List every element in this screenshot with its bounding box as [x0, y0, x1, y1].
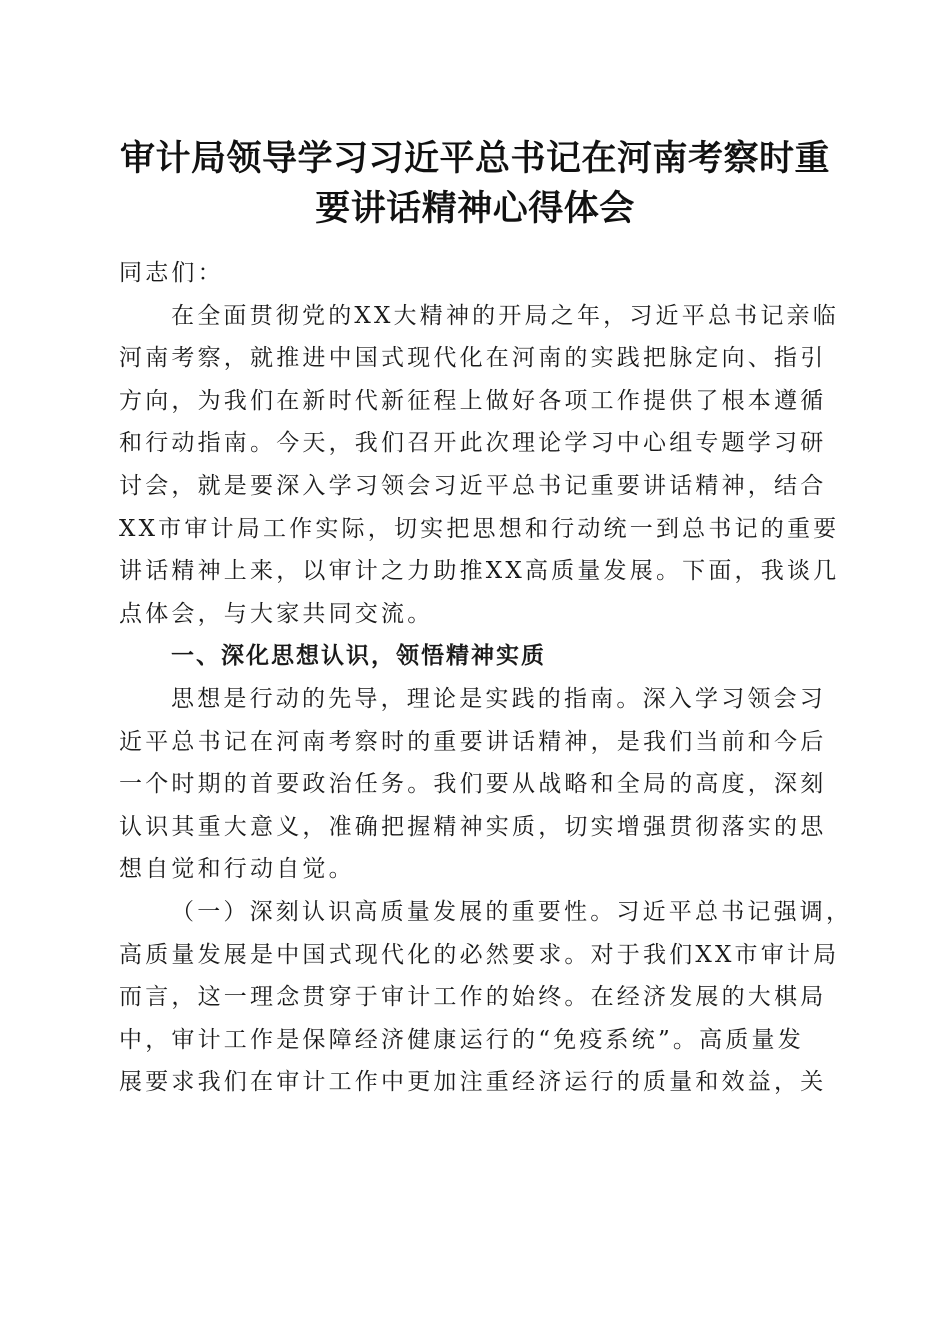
- title-line-1: 审计局领导学习习近平总书记在河南考察时重: [119, 138, 830, 179]
- paragraph-line: 想自觉和行动自觉。: [119, 856, 355, 883]
- paragraph-subsection-1: [119, 891, 853, 1104]
- paragraph-line: 在全面贯彻党的XX大精神的开局之年，习近平总书记亲临: [171, 302, 839, 329]
- title-line-2: 要讲话精神心得体会: [315, 188, 635, 229]
- document-title: [110, 134, 840, 234]
- paragraph-intro: [119, 295, 840, 636]
- paragraph-line: XX市审计局工作实际，切实把思想和行动统一到总书记的重要: [119, 515, 840, 542]
- paragraph-line: 讲话精神上来，以审计之力助推XX高质量发展。下面，我谈几: [119, 558, 840, 585]
- section-heading-1: 一、深化思想认识，领悟精神实质: [171, 643, 546, 670]
- paragraph-line: 展要求我们在审计工作中更加注重经济运行的质量和效益，关: [119, 1069, 827, 1096]
- paragraph-line: 和行动指南。今天，我们召开此次理论学习中心组专题学习研: [119, 430, 827, 457]
- paragraph-line: 近平总书记在河南考察时的重要讲话精神，是我们当前和今后: [119, 728, 827, 755]
- paragraph-line: 讨会，就是要深入学习领会习近平总书记重要讲话精神，结合: [119, 472, 827, 499]
- paragraph-line: 中，审计工作是保障经济健康运行的“免疫系统”。高质量发: [119, 1026, 804, 1053]
- paragraph-line: 而言，这一理念贯穿于审计工作的始终。在经济发展的大棋局: [119, 984, 827, 1011]
- paragraph-line: 点体会，与大家共同交流。: [119, 600, 434, 627]
- subsection-first-line-rest: 习近平总书记强调，: [616, 898, 853, 925]
- paragraph-line: 思想是行动的先导，理论是实践的指南。深入学习领会习: [171, 685, 826, 712]
- paragraph-line: 认识其重大意义，准确把握精神实质，切实增强贯彻落实的思: [119, 813, 827, 840]
- subsection-heading-1: （一）深刻认识高质量发展的重要性。: [171, 898, 617, 925]
- paragraph-section-1: [119, 678, 833, 891]
- paragraph-line: 方向，为我们在新时代新征程上做好各项工作提供了根本遵循: [119, 387, 827, 414]
- paragraph-line: 高质量发展是中国式现代化的必然要求。对于我们XX市审计局: [119, 941, 840, 968]
- paragraph-line: 一个时期的首要政治任务。我们要从战略和全局的高度，深刻: [119, 771, 827, 798]
- paragraph-line: 河南考察，就推进中国式现代化在河南的实践把脉定向、指引: [119, 345, 827, 372]
- subsection-first-line: [119, 891, 853, 934]
- document-body: [119, 252, 853, 1104]
- salutation: 同志们：: [119, 260, 224, 286]
